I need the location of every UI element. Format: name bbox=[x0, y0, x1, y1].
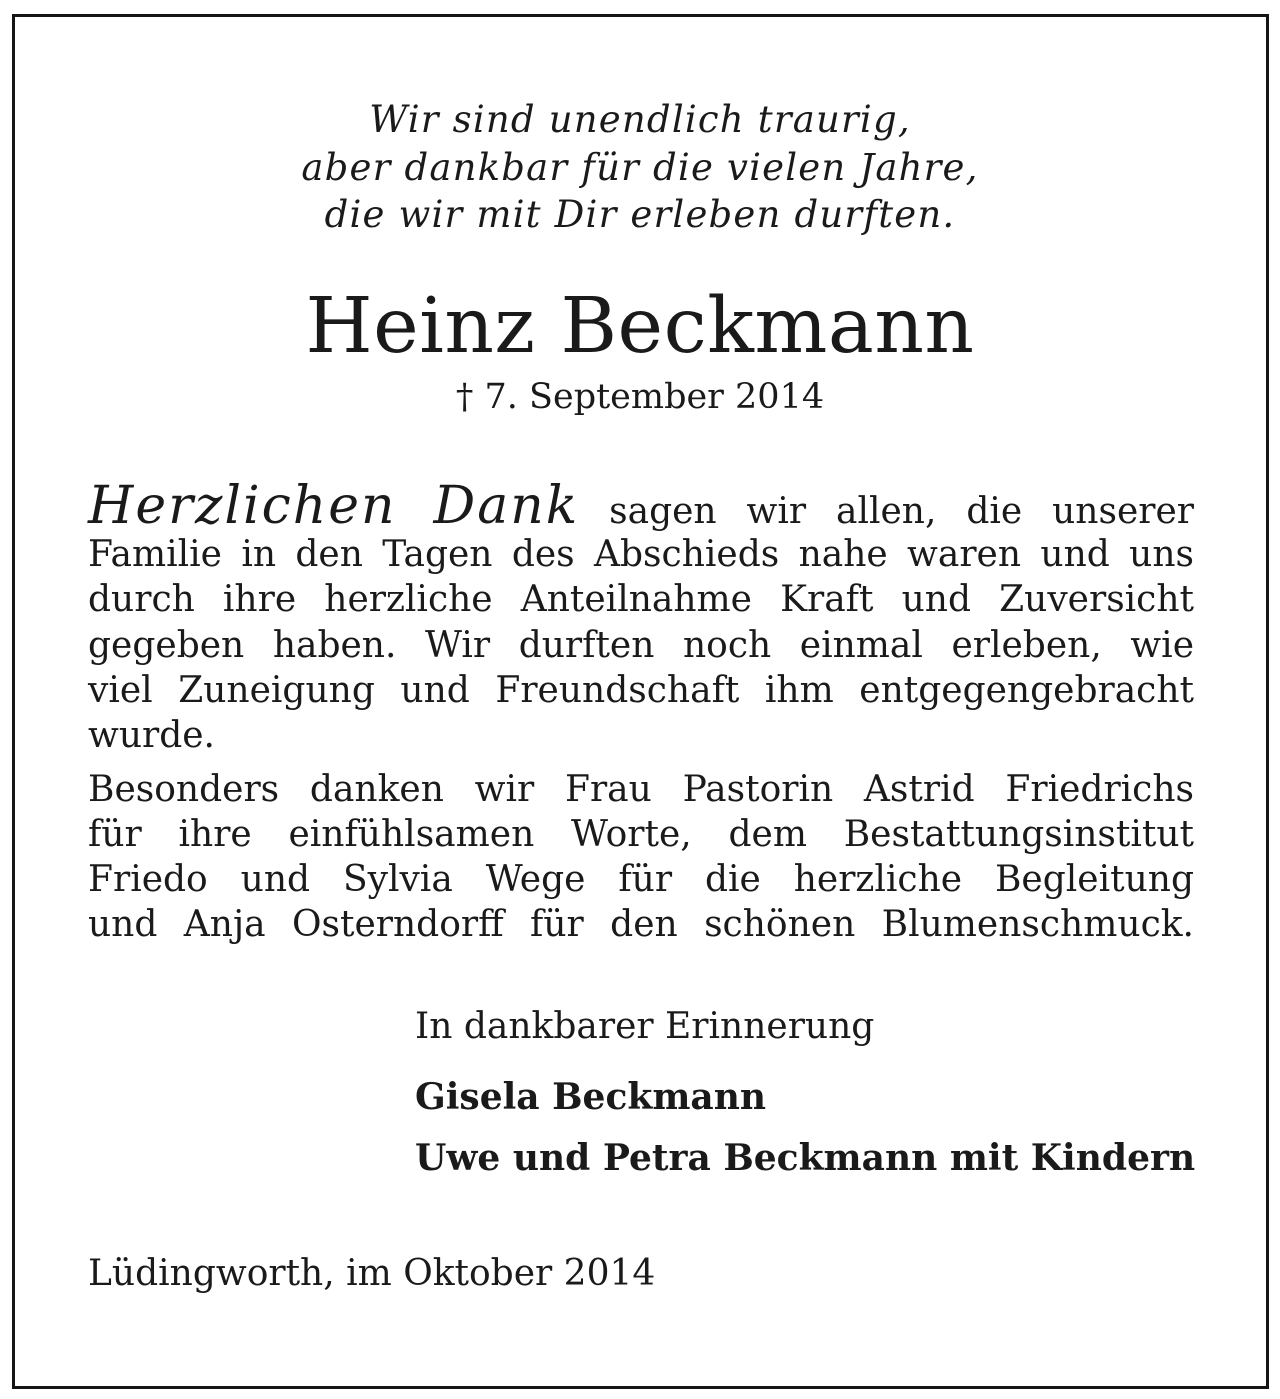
thanks-line-1 bbox=[88, 478, 1194, 540]
special-thanks-line-2: für ihre einfühlsamen Worte, dem Bestattungsinstitut bbox=[88, 814, 1194, 855]
special-thanks-line-3: Friedo und Sylvia Wege für die herzliche Begleitung bbox=[88, 859, 1194, 900]
signatory-2: Uwe und Petra Beckmann mit Kindern bbox=[415, 1137, 1196, 1179]
special-thanks-line-1: Besonders danken wir Frau Pastorin Astrid Friedrichs bbox=[88, 769, 1194, 810]
closing-phrase: In dankbarer Erinnerung bbox=[415, 1006, 875, 1047]
motto-line-1: Wir sind unendlich traurig, bbox=[369, 98, 911, 141]
thanks-line-2: Familie in den Tagen des Abschieds nahe waren und uns bbox=[88, 534, 1194, 575]
thanks-line-4: gegeben haben. Wir durften noch einmal erleben, wie bbox=[88, 625, 1194, 666]
thanks-line-6: wurde. bbox=[88, 715, 216, 756]
place-and-date: Lüdingworth, im Oktober 2014 bbox=[88, 1253, 656, 1294]
special-thanks-line-4: und Anja Osterndorff für den schönen Blumenschmuck. bbox=[88, 904, 1194, 945]
motto-line-2: aber dankbar für die vielen Jahre, bbox=[301, 146, 979, 189]
thanks-line-5: viel Zuneigung und Freundschaft ihm entgegengebracht bbox=[88, 670, 1194, 711]
thanks-heading: Herzlichen Dank bbox=[88, 476, 580, 536]
thanks-first-line-text: sagen wir allen, die unserer bbox=[609, 491, 1194, 532]
thanks-line-3: durch ihre herzliche Anteilnahme Kraft und Zuversicht bbox=[88, 579, 1194, 620]
signatory-1: Gisela Beckmann bbox=[415, 1076, 767, 1118]
death-date: † 7. September 2014 bbox=[455, 377, 825, 417]
deceased-name: Heinz Beckmann bbox=[305, 282, 975, 371]
motto-line-3: die wir mit Dir erleben durften. bbox=[324, 193, 956, 236]
